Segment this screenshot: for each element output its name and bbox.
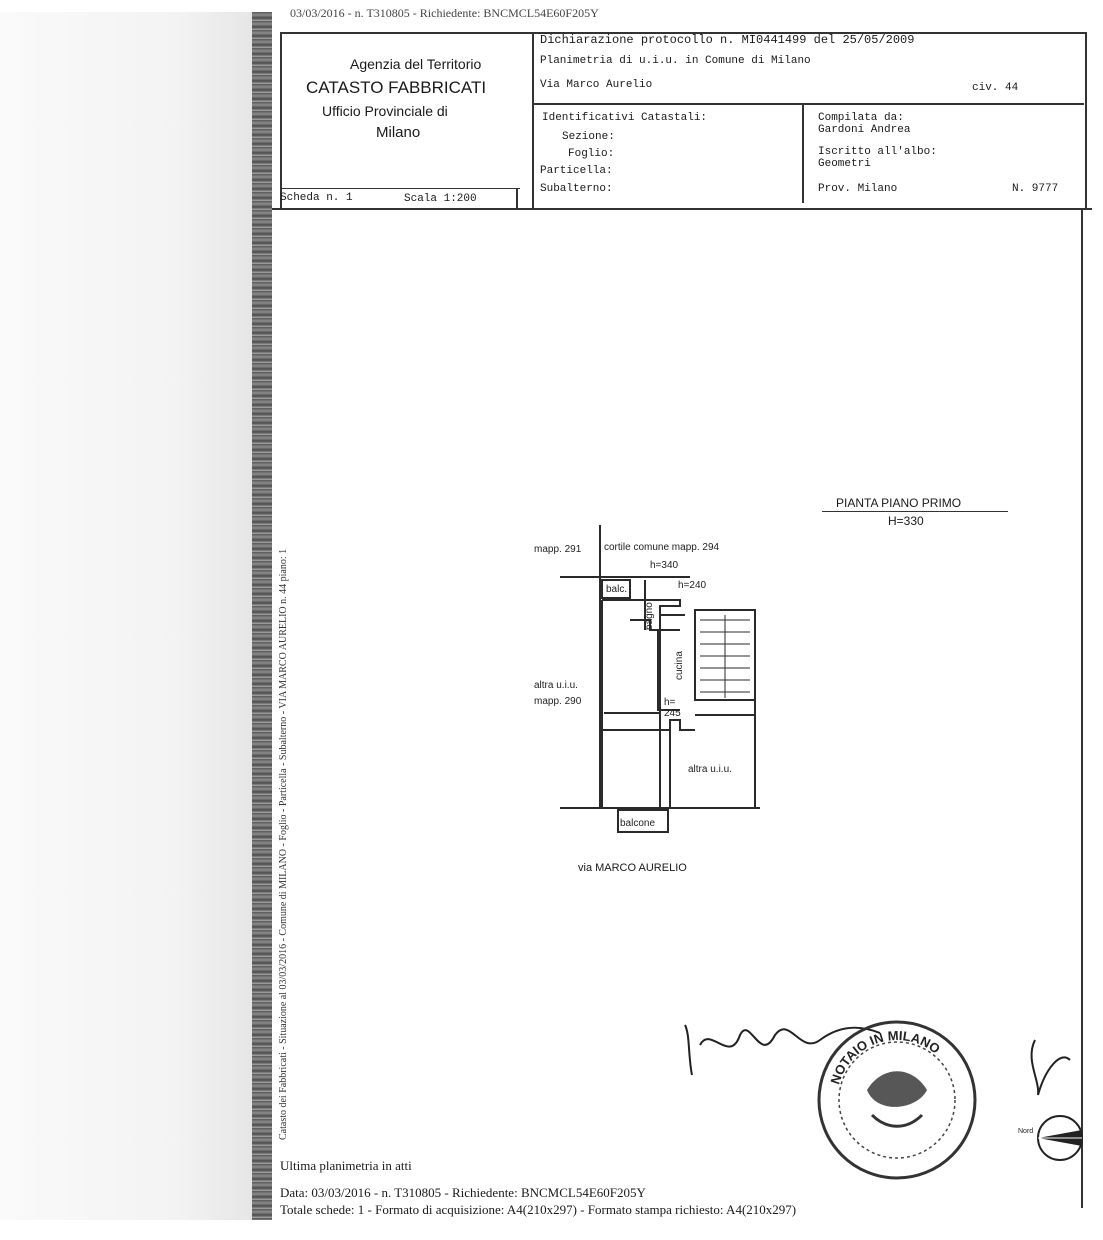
- h240-label: h=240: [678, 580, 707, 591]
- particella-label: Particella:: [540, 165, 613, 177]
- via-line: Via Marco Aurelio: [540, 79, 653, 91]
- balcone-label: balcone: [620, 818, 656, 829]
- agency-name: Agenzia del Territorio: [350, 56, 482, 72]
- subalterno-label: Subalterno:: [540, 183, 613, 195]
- plan-title: PIANTA PIANO PRIMO: [836, 496, 962, 510]
- iscritto-value: Geometri: [818, 158, 871, 170]
- h-label: h=: [664, 697, 676, 708]
- prov-label: Prov. Milano: [818, 183, 898, 195]
- north-arrow-icon: [1020, 1030, 1090, 1170]
- numero-label: N. 9777: [1012, 183, 1059, 195]
- footer-ultima: Ultima planimetria in atti: [280, 1158, 412, 1173]
- scan-margin: [0, 12, 252, 1220]
- footer-totale: Totale schede: 1 - Formato di acquisizione: A4(210x297) - Formato stampa richiesto: A4(210x297): [280, 1202, 797, 1217]
- planimetria-line: Planimetria di u.i.u. in Comune di Milano: [540, 55, 811, 67]
- street-label: via MARCO AURELIO: [578, 862, 687, 874]
- h340-label: h=340: [650, 560, 679, 571]
- city-label: Milano: [376, 124, 421, 141]
- iscritto-label: Iscritto all'albo:: [818, 146, 937, 158]
- scheda-label: Scheda n. 1: [280, 192, 353, 204]
- catasto-title: CATASTO FABBRICATI: [306, 78, 487, 97]
- sezione-label: Sezione:: [562, 131, 615, 143]
- fax-edge: [252, 12, 272, 1220]
- bagno-label: bagno: [644, 602, 655, 630]
- balc-label: balc.: [606, 584, 628, 595]
- foglio-label: Foglio:: [568, 148, 615, 160]
- mapp291-label: mapp. 291: [534, 544, 582, 555]
- notary-seal: [812, 1015, 982, 1185]
- footer-data: Data: 03/03/2016 - n. T310805 - Richiedente: BNCMCL54E60F205Y: [280, 1185, 646, 1200]
- altra-uiu-left-label: altra u.i.u.: [534, 680, 578, 691]
- scala-label: Scala 1:200: [404, 193, 477, 205]
- floor-plan: [520, 520, 780, 840]
- cucina-label: cucina: [674, 651, 685, 680]
- compilata-name: Gardoni Andrea: [818, 124, 911, 136]
- cortile-label: cortile comune mapp. 294: [604, 542, 720, 553]
- mapp290-label: mapp. 290: [534, 696, 582, 707]
- civico: civ. 44: [972, 82, 1019, 94]
- top-strip: 03/03/2016 - n. T310805 - Richiedente: BNCMCL54E60F205Y: [290, 6, 599, 20]
- identificativi-label: Identificativi Catastali:: [542, 112, 708, 124]
- protocollo-line: Dichiarazione protocollo n. MI0441499 del 25/05/2009: [540, 33, 915, 47]
- side-caption: Catasto dei Fabbricati - Situazione al 03/03/2016 - Comune di MILANO - Foglio - Particella - Subalterno - VIA MARCO AURELIO n. 44 piano: 1: [278, 548, 289, 1140]
- plan-height: H=330: [888, 514, 924, 528]
- north-label: Nord: [1018, 1128, 1034, 1135]
- altra-uiu-right-label: altra u.i.u.: [688, 764, 732, 775]
- h245-label: 245: [664, 708, 681, 719]
- seal-text: NOTAIO IN MILANO: [827, 1027, 943, 1087]
- ufficio-label: Ufficio Provinciale di: [322, 103, 448, 119]
- compilata-label: Compilata da:: [818, 112, 904, 124]
